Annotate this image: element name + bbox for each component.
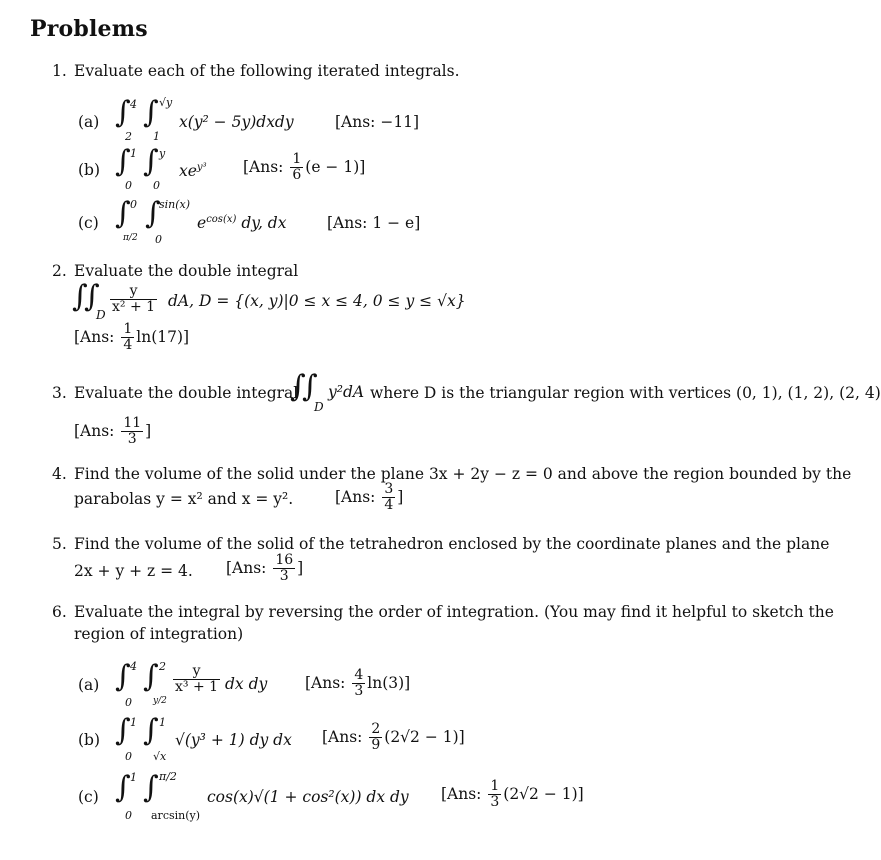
p3-region: D — [314, 400, 324, 414]
p1c-integrand-tail: dy, dx — [241, 214, 287, 233]
problem-4-number: 4. — [52, 465, 67, 483]
problem-2-statement: Evaluate the double integral — [74, 262, 299, 280]
p6a-lower-outer: 0 — [125, 696, 132, 709]
ans-denominator: 3 — [354, 683, 364, 700]
p6c-upper-outer: 1 — [130, 771, 137, 784]
ans-suffix: ] — [145, 421, 152, 440]
p6c-upper-inner: π/2 — [159, 770, 177, 783]
ans-suffix: ] — [397, 487, 404, 506]
p1c-upper-inner: sin(x) — [159, 198, 191, 211]
p2-region: D — [96, 308, 106, 322]
problem-4-statement: Find the volume of the solid under the plane 3x + 2y − z = 0 and above the region bounded by the — [74, 465, 852, 483]
problem-6-statement: Evaluate the integral by reversing the order of integration. (You may find it helpful to sketch the — [74, 603, 834, 621]
ans-numerator: 11 — [123, 415, 142, 431]
integral-sign: ∫ — [143, 713, 159, 748]
problem-1-number: 1. — [52, 62, 67, 80]
p6a-tail: dx dy — [225, 675, 268, 693]
p1b-integrand: xe — [179, 162, 197, 181]
p1a-lower-inner: 1 — [153, 130, 160, 143]
p1a-integral — [115, 96, 345, 144]
ans-prefix: [Ans: — [305, 673, 346, 692]
ans-suffix: (e − 1)] — [305, 157, 366, 176]
p1c-lower-outer: π/2 — [123, 233, 138, 243]
integral-sign: ∫ — [115, 659, 131, 694]
p1b-lower-inner: 0 — [153, 179, 160, 192]
integral-sign: ∫ — [143, 144, 159, 179]
ans-prefix: [Ans: — [335, 487, 376, 506]
p1a-answer: [Ans: −11] — [335, 113, 420, 131]
p6b-integrand: √(y³ + 1) dy dx — [175, 731, 292, 749]
problem-5-statement-line2: 2x + y + z = 4. — [74, 562, 193, 580]
p1c-integrand: e — [197, 214, 207, 233]
ans-prefix: [Ans: — [226, 558, 267, 577]
ans-suffix: ] — [297, 558, 304, 577]
ans-denominator: 9 — [371, 737, 381, 754]
p6a-label: (a) — [78, 676, 100, 694]
problem-6-statement-line2: region of integration) — [74, 625, 244, 643]
p1a-label: (a) — [78, 113, 100, 131]
ans-numerator: 1 — [123, 321, 133, 337]
p1b-integrand-exponent: y³ — [196, 162, 207, 173]
problem-3-number: 3. — [52, 384, 67, 402]
integral-sign: ∫ — [143, 770, 159, 805]
ans-prefix: [Ans: — [322, 727, 363, 746]
p1b-label: (b) — [78, 161, 101, 179]
p1c-lower-inner: 0 — [155, 233, 162, 246]
ans-suffix: (2√2 − 1)] — [503, 784, 584, 803]
p6a-answer — [305, 668, 410, 700]
ans-numerator: 16 — [275, 552, 294, 568]
ans-denominator: 4 — [123, 337, 133, 354]
integral-sign: ∫ — [302, 369, 318, 404]
p6c-integrand: cos(x)√(1 + cos²(x)) dx dy — [207, 788, 409, 806]
problem-5-statement: Find the volume of the solid of the tetrahedron enclosed by the coordinate planes and the plane — [74, 535, 830, 553]
problem-2-number: 2. — [52, 262, 67, 280]
integral-sign: ∫ — [115, 95, 131, 130]
integral-sign: ∫ — [290, 369, 306, 404]
p1b-integral — [115, 145, 235, 193]
p2-tail: dA, D = {(x, y)|0 ≤ x ≤ 4, 0 ≤ y ≤ √x} — [168, 292, 466, 310]
problem-6-number: 6. — [52, 603, 67, 621]
p6b-upper-inner: 1 — [159, 716, 166, 729]
ans-denominator: 3 — [279, 568, 289, 585]
p1c-answer: [Ans: 1 − e] — [327, 214, 421, 232]
ans-denominator: 4 — [384, 497, 394, 514]
p1c-integrand-exponent: cos(x) — [206, 214, 237, 225]
p4-answer — [335, 482, 403, 514]
p6c-label: (c) — [78, 788, 99, 806]
p1c-integral — [115, 197, 335, 249]
ans-denominator: 3 — [490, 794, 500, 811]
p1b-answer — [243, 152, 365, 184]
p2-integral — [72, 279, 532, 324]
ans-prefix: [Ans: — [74, 421, 115, 440]
p1a-integrand: x(y² − 5y)dxdy — [179, 113, 294, 131]
integral-sign: ∫ — [145, 196, 161, 231]
p6b-integral — [115, 714, 315, 766]
p6b-lower-inner: √x — [153, 750, 167, 763]
p6b-upper-outer: 1 — [130, 716, 137, 729]
integral-sign: ∫ — [115, 713, 131, 748]
p6c-answer — [441, 779, 584, 811]
problem-1-statement: Evaluate each of the following iterated integrals. — [74, 62, 460, 80]
ans-suffix: (2√2 − 1)] — [384, 727, 465, 746]
p6a-lower-inner: y/2 — [153, 696, 167, 706]
ans-denominator: 3 — [127, 431, 137, 448]
integral-sign: ∫ — [115, 196, 131, 231]
ans-prefix: [Ans: — [74, 327, 115, 346]
problem-3-statement-tail: where D is the triangular region with vertices (0, 1), (1, 2), (2, 4) — [370, 384, 881, 402]
ans-numerator: 4 — [354, 667, 364, 683]
p1a-upper-outer: 4 — [130, 98, 137, 111]
integral-sign: ∫ — [72, 279, 88, 314]
page-title: Problems — [30, 16, 148, 42]
problem-4-statement-line2: parabolas y = x² and x = y². — [74, 490, 294, 508]
p6a-upper-outer: 4 — [130, 660, 137, 673]
p1a-lower-outer: 2 — [125, 130, 132, 143]
p2-fraction-denominator: x² + 1 — [112, 299, 156, 316]
p6c-integral — [115, 769, 445, 825]
p1b-upper-inner: y — [159, 147, 166, 160]
ans-suffix: ln(17)] — [136, 327, 190, 346]
p3-integrand: y²dA — [328, 383, 365, 401]
ans-numerator: 1 — [292, 151, 302, 167]
ans-prefix: [Ans: — [243, 157, 284, 176]
p1b-lower-outer: 0 — [125, 179, 132, 192]
problem-5-number: 5. — [52, 535, 67, 553]
p6a-fraction-numerator: y — [173, 664, 220, 680]
problem-3-statement: Evaluate the double integral — [74, 384, 299, 402]
ans-denominator: 6 — [292, 167, 302, 184]
integral-sign: ∫ — [143, 659, 159, 694]
p3-answer — [74, 416, 151, 448]
p1b-upper-outer: 1 — [130, 147, 137, 160]
p2-fraction-numerator: y — [110, 284, 157, 300]
p1a-upper-inner: √y — [159, 96, 173, 109]
p6b-lower-outer: 0 — [125, 750, 132, 763]
integral-sign: ∫ — [115, 770, 131, 805]
ans-prefix: [Ans: — [441, 784, 482, 803]
p3-integral — [290, 369, 380, 416]
p6b-label: (b) — [78, 731, 101, 749]
p6c-lower-outer: 0 — [125, 809, 132, 822]
ans-suffix: ln(3)] — [367, 673, 411, 692]
p5-answer — [226, 553, 303, 585]
p6a-fraction-denominator: x³ + 1 — [175, 679, 219, 696]
p6a-integral — [115, 658, 295, 710]
integral-sign: ∫ — [84, 279, 100, 314]
integral-sign: ∫ — [143, 95, 159, 130]
p2-answer — [74, 322, 189, 354]
p1c-label: (c) — [78, 214, 99, 232]
p6b-answer — [322, 722, 465, 754]
p6c-lower-inner: arcsin(y) — [151, 809, 201, 822]
ans-numerator: 3 — [384, 481, 394, 497]
ans-numerator: 1 — [490, 778, 500, 794]
p1c-upper-outer: 0 — [130, 198, 137, 211]
p6a-upper-inner: 2 — [159, 660, 166, 673]
integral-sign: ∫ — [115, 144, 131, 179]
ans-numerator: 2 — [371, 721, 381, 737]
